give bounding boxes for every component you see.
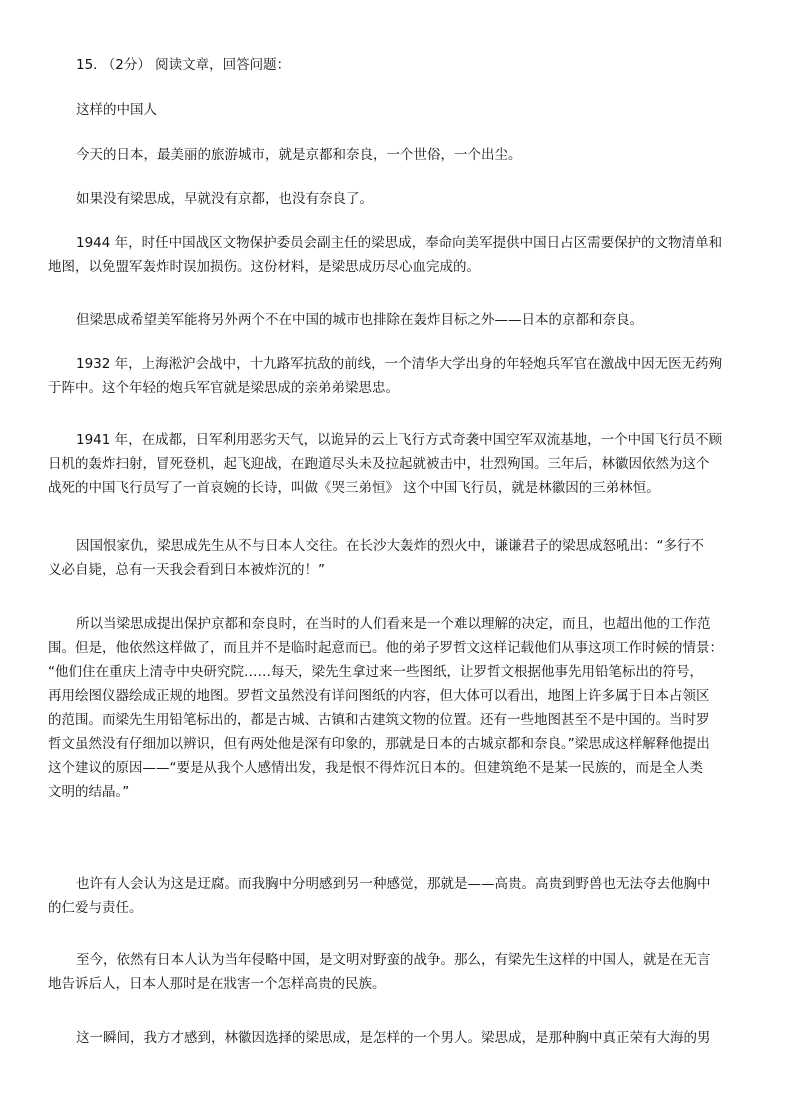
paragraph-line: 战死的中国飞行员写了一首哀婉的长诗，叫做《哭三弟恒》 这个中国飞行员，就是林徽因的三弟林恒。 xyxy=(48,480,660,496)
paragraph-line: 的仁爱与责任。 xyxy=(48,900,143,916)
paragraph-line: 于阵中。这个年轻的炮兵军官就是梁思成的亲弟弟梁思忠。 xyxy=(48,380,399,396)
paragraph-2 xyxy=(76,187,746,211)
paragraph-line: 围。但是，他依然这样做了，而且并不是临时起意而已。他的弟子罗哲文这样记载他们从事这项工作时候的情景： xyxy=(48,640,723,656)
paragraph-9 xyxy=(48,872,746,920)
paragraph-line: “他们住在重庆上清寺中央研究院……每天，梁先生拿过来一些图纸，让罗哲文根据他事先用铅笔标出的符号， xyxy=(48,664,703,680)
paragraph-5 xyxy=(48,352,746,400)
paragraph-line: 所以当梁思成提出保护京都和奈良时，在当时的人们看来是一个难以理解的决定，而且，也超出他的工作范 xyxy=(76,616,711,632)
paragraph-line: 这一瞬间，我方才感到，林徽因选择的梁思成，是怎样的一个男人。梁思成，是那种胸中真正荣有大海的男 xyxy=(76,1030,711,1046)
paragraph-line: 日机的轰炸扫射，冒死登机，起飞迎战，在跑道尽头未及拉起就被击中，壮烈殉国。三年后，林徽因依然为这个 xyxy=(48,456,710,472)
paragraph-8 xyxy=(48,612,746,804)
paragraph-line: 也许有人会认为这是迂腐。而我胸中分明感到另一种感觉，那就是——高贵。高贵到野兽也无法夺去他胸中 xyxy=(76,876,711,892)
paragraph-line: 1941 年，在成都，日军利用恶劣天气，以诡异的云上飞行方式奇袭中国空军双流基地，一个中国飞行员不顾 xyxy=(76,432,723,448)
paragraph-4 xyxy=(76,308,746,332)
paragraph-line: 今天的日本，最美丽的旅游城市，就是京都和奈良，一个世俗，一个出尘。 xyxy=(76,147,522,163)
paragraph-line: 义必自毙，总有一天我会看到日本被炸沉的！” xyxy=(48,562,325,578)
paragraph-line: 地告诉后人，日本人那时是在戕害一个怎样高贵的民族。 xyxy=(48,976,386,992)
paragraph-line: 因国恨家仇，梁思成先生从不与日本人交往。在长沙大轰炸的烈火中，谦谦君子的梁思成怒吼出：“多行不 xyxy=(76,538,704,554)
question-header: 15. （2分） 阅读文章，回答问题： xyxy=(76,57,291,73)
paragraph-line: 至今，依然有日本人认为当年侵略中国，是文明对野蛮的战争。那么，有梁先生这样的中国人，就是在无言 xyxy=(76,952,711,968)
paragraph-11 xyxy=(76,1026,746,1050)
paragraph-line: 1932 年，上海淞沪会战中，十九路军抗敌的前线，一个清华大学出身的年轻炮兵军官在激战中因无医无药殉 xyxy=(76,356,723,372)
paragraph-6 xyxy=(48,428,746,500)
paragraph-line: 1944 年，时任中国战区文物保护委员会副主任的梁思成，奉命向美军提供中国日占区需要保护的文物清单和 xyxy=(76,235,723,251)
paragraph-line: 文明的结晶。” xyxy=(48,784,130,800)
paragraph-3 xyxy=(48,231,746,279)
paragraph-10 xyxy=(48,948,746,996)
paragraph-line: 这个建议的原因——“要是从我个人感情出发，我是恨不得炸沉日本的。但建筑绝不是某一民族的，而是全人类 xyxy=(48,760,703,776)
paragraph-line: 哲文虽然没有仔细加以辨识，但有两处他是深有印象的，那就是日本的古城京都和奈良。”梁思成这样解释他提出 xyxy=(48,736,710,752)
paragraph-line: 再用绘图仪器绘成正规的地图。罗哲文虽然没有详问图纸的内容，但大体可以看出，地图上许多属于日本占领区 xyxy=(48,688,710,704)
paragraph-line: 如果没有梁思成，早就没有京都，也没有奈良了。 xyxy=(76,191,373,207)
paragraph-1 xyxy=(76,143,746,167)
paragraph-line: 的范围。而梁先生用铅笔标出的，都是古城、古镇和古建筑文物的位置。还有一些地图甚至不是中国的。当时罗 xyxy=(48,712,710,728)
paragraph-7 xyxy=(48,534,746,582)
article-title: 这样的中国人 xyxy=(76,102,157,118)
paragraph-line: 但梁思成希望美军能将另外两个不在中国的城市也排除在轰炸目标之外——日本的京都和奈良。 xyxy=(76,312,643,328)
paragraph-line: 地图，以免盟军轰炸时误加损伤。这份材料，是梁思成历尽心血完成的。 xyxy=(48,259,480,275)
